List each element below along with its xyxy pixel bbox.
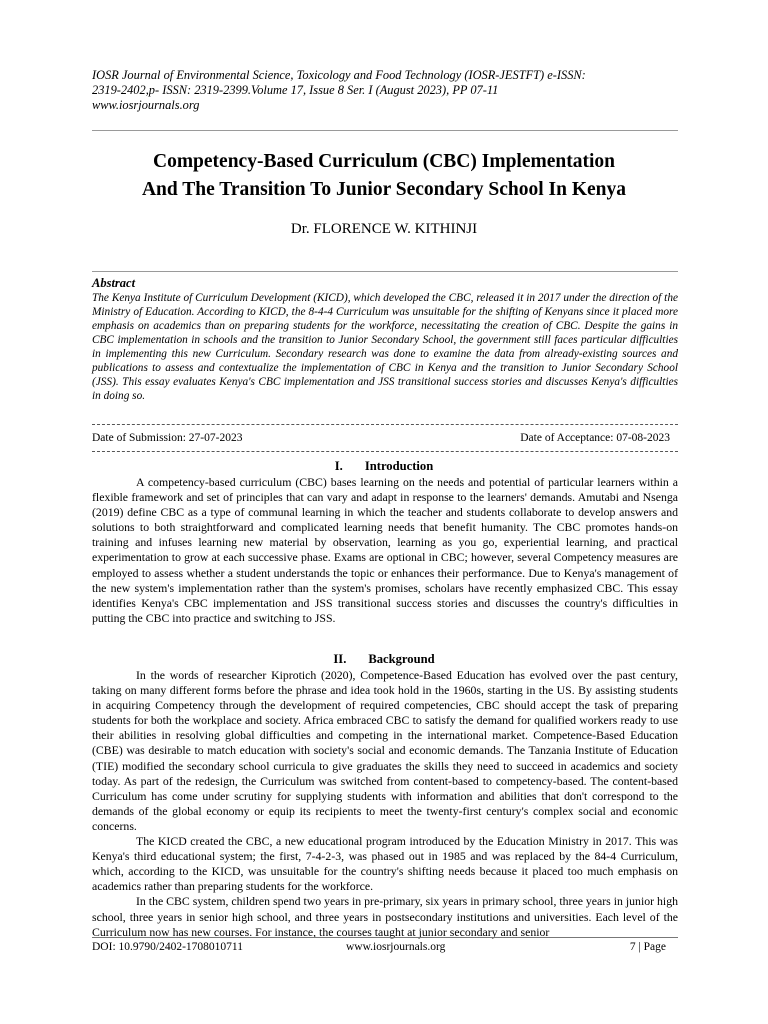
section-number: II. — [333, 652, 347, 666]
section-heading-introduction — [0, 459, 768, 474]
author-name: Dr. FLORENCE W. KITHINJI — [290, 221, 478, 237]
background-paragraph-1: In the words of researcher Kiprotich (2020), Competence-Based Education has evolved over the past century, taking on many different forms before the phrase and idea took hold in the 1960s, starting in the US. By assisting students in acquiring Competency through the development of required competencies, CBC should accept the task of preparing students for both the workplace and society. Africa embraced CBC to satisfy the demand for qualified workers ready to use their abilities in resolving global difficulties and competing in the international market. Competence-Based Education (CBE) was desirable to match education with society's social and economic demands. The Tanzania Institute of Education (TIE) modified the secondary school curricula to give graduates the skills they need to succeed in academics and society today. As part of the redesign, the Curriculum was switched from content-based to competency-based. The content-based Curriculum has come under scrutiny for supplying students with information and abilities that don't correspond to the demands of the global economy or equip its recipients to meet the twenty-first century's complex social and economic concerns. — [92, 668, 678, 833]
footer-doi: DOI: 10.9790/2402-1708010711 — [92, 941, 243, 953]
abstract-text: The Kenya Institute of Curriculum Development (KICD), which developed the CBC, released it in 2017 under the direction of the Ministry of Education. According to KICD, the 8-4-4 Curriculum was unsuitable for the shifting of Kenyans since it placed more emphasis on academics than on preparing students for the workforce, necessitating the creation of CBC. Despite the gains in CBC implementation in schools and the transition to Junior Secondary School, the government still faces particular difficulties in implementing this new Curriculum. Secondary research was done to examine the data from already-existing sources and publications to assess and contextualize the implementation of CBC in Kenya and the transition to Junior Secondary School (JSS). This essay evaluates Kenya's CBC implementation and JSS transitional success stories and discusses Kenya's difficulties in doing so. — [92, 292, 678, 402]
submission-date: Date of Submission: 27-07-2023 — [92, 432, 243, 444]
journal-website: www.iosrjournals.org — [92, 98, 200, 112]
section-number: I. — [334, 459, 343, 473]
footer-divider — [92, 937, 678, 938]
journal-citation-line-2: 2319-2402,p- ISSN: 2319-2399.Volume 17, Issue 8 Ser. I (August 2023), PP 07-11 — [92, 83, 499, 97]
background-paragraph-2: The KICD created the CBC, a new educational program introduced by the Education Ministry in 2017. This was Kenya's third educational system; the first, 7-4-2-3, was phased out in 1985 and was replaced by the 84-4 Curriculum, which, according to the KICD, was unsuitable for the country's shifting needs because it placed too much emphasis on academics rather than preparing students for the workforce. — [92, 834, 678, 894]
title-line-1: Competency-Based Curriculum (CBC) Implementation — [152, 151, 615, 172]
abstract-heading: Abstract — [92, 276, 136, 290]
section-heading-background — [0, 652, 768, 667]
journal-citation-line-1: IOSR Journal of Environmental Science, Toxicology and Food Technology (IOSR-JESTFT) e-ISSN: — [92, 68, 586, 82]
footer-page-number: 7 | Page — [629, 941, 666, 953]
paper-title — [60, 148, 708, 204]
section-title: Background — [368, 652, 435, 666]
footer-website: www.iosrjournals.org — [346, 941, 446, 953]
dashed-separator-top — [92, 424, 678, 425]
header-divider — [92, 130, 678, 131]
title-line-2: And The Transition To Junior Secondary School In Kenya — [141, 179, 627, 200]
abstract-divider — [92, 271, 678, 272]
introduction-paragraph: A competency-based curriculum (CBC) bases learning on the needs and potential of particular learners within a flexible framework and set of principles that can vary and adapt in response to the learners' demands. Amutabi and Nsenga (2019) define CBC as a type of communal learning in which the teacher and students collaborate to develop answers and solutions to both straightforward and complicated learning needs that benefit humanity. The CBC promotes hands-on training and infuses learning new material by observation, learning as you go, experiential learning, and practical experimentation to grow at each successive phase. Exams are optional in CBC; however, several Competency measures are employed to assess whether a student understands the topic or enhances their performance. Due to Kenya's management of the new system's implementation rather than the system's promises, scholars have recently emphasized CBC. This essay identifies Kenya's CBC implementation and JSS transitional success stories and discusses the country's difficulties in putting the CBC into practice and switching to JSS. — [92, 475, 678, 625]
journal-header — [92, 68, 692, 113]
background-paragraph-3: In the CBC system, children spend two years in pre-primary, six years in primary school, three years in junior high school, three years in senior high school, and three years in postsecondary institutions and universities. Each level of the Curriculum now has new courses. For instance, the courses taught at junior secondary and senior — [92, 894, 678, 939]
dashed-separator-bottom — [92, 451, 678, 452]
section-title: Introduction — [364, 459, 434, 473]
background-body — [92, 668, 678, 940]
introduction-body — [92, 475, 678, 626]
acceptance-date: Date of Acceptance: 07-08-2023 — [520, 432, 670, 444]
